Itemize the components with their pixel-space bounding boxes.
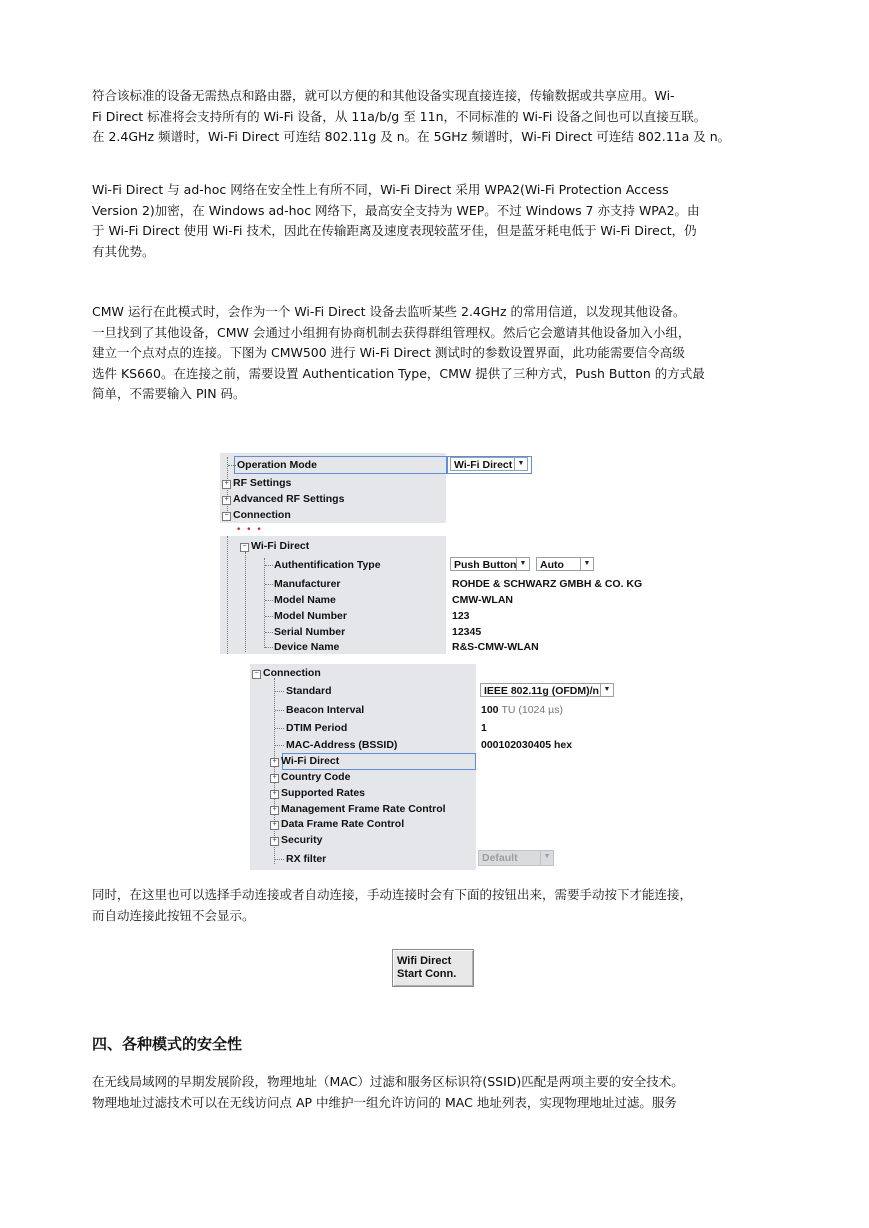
expand-icon[interactable]: + [270, 774, 279, 783]
mac-address-value[interactable]: 000102030405 [481, 739, 552, 751]
button-line-1: Wifi Direct [397, 955, 452, 967]
button-line-2: Start Conn. [397, 968, 457, 980]
beacon-interval-row[interactable] [250, 702, 616, 718]
serial-number-row [220, 624, 648, 640]
beacon-interval-unit: TU (1024 µs) [501, 704, 563, 716]
expand-icon[interactable]: + [270, 790, 279, 799]
beacon-interval-label: Beacon Interval [286, 704, 365, 716]
rx-filter-row[interactable] [250, 851, 616, 867]
dtim-period-row[interactable] [250, 720, 616, 736]
manufacturer-row [220, 576, 648, 592]
text-line: 物理地址过滤技术可以在无线访问点 AP 中维护一组允许访问的 MAC 地址列表，实现物理地址过滤。服务 [92, 1094, 677, 1110]
paragraph-5 [92, 1072, 792, 1113]
model-number-row [220, 608, 648, 624]
chevron-down-icon: ▼ [580, 558, 593, 570]
standard-value: IEEE 802.11g (OFDM)/n [484, 685, 599, 697]
device-name-value: R&S-CMW-WLAN [452, 641, 539, 653]
wifi-direct-node[interactable] [250, 753, 616, 769]
wifi-direct-settings-bottom-panel [220, 536, 648, 654]
device-name-label: Device Name [274, 641, 340, 653]
country-code-node[interactable] [250, 769, 616, 785]
collapse-icon[interactable]: − [222, 512, 231, 521]
text-line: Version 2)加密，在 Windows ad-hoc 网络下，最高安全支持为 WEP。不过 Windows 7 亦支持 WPA2。由 [92, 202, 700, 218]
standard-dropdown[interactable] [480, 683, 614, 697]
rf-settings-label: RF Settings [233, 477, 292, 489]
text-line: 有其优势。 [92, 243, 155, 259]
manufacturer-value: ROHDE & SCHWARZ GMBH & CO. KG [452, 578, 643, 590]
operation-mode-value: Wi-Fi Direct [454, 459, 513, 471]
expand-icon[interactable]: + [270, 821, 279, 830]
text-line: 简单，不需要输入 PIN 码。 [92, 386, 246, 401]
paragraph-4 [92, 885, 792, 926]
mac-address-row[interactable] [250, 737, 616, 753]
manufacturer-label: Manufacturer [274, 578, 341, 590]
advanced-rf-settings-label: Advanced RF Settings [233, 493, 345, 505]
wifi-direct-label: Wi-Fi Direct [281, 755, 340, 767]
mgmt-frame-rate-label: Management Frame Rate Control [281, 803, 446, 815]
chevron-down-icon: ▼ [516, 558, 529, 570]
auth-type-dropdown[interactable] [450, 557, 530, 571]
expand-icon[interactable]: + [270, 758, 279, 767]
data-frame-rate-label: Data Frame Rate Control [281, 818, 405, 830]
mgmt-frame-rate-node[interactable] [250, 801, 616, 817]
chevron-down-icon: ▼ [514, 458, 527, 470]
model-name-value: CMW-WLAN [452, 594, 514, 606]
expand-icon[interactable]: + [222, 480, 231, 489]
serial-number-value: 12345 [452, 626, 482, 638]
text-line: Fi Direct 标准将会支持所有的 Wi-Fi 设备，从 11a/b/g 至 11n，不同标准的 Wi-Fi 设备之间也可以直接互联。 [92, 108, 707, 124]
connection-node[interactable] [250, 665, 616, 681]
expand-icon[interactable]: + [270, 806, 279, 815]
wifi-direct-start-conn-button[interactable] [392, 949, 474, 987]
chevron-down-icon: ▼ [540, 851, 553, 865]
wifi-direct-settings-top-panel [220, 453, 648, 523]
rx-filter-dropdown[interactable] [478, 850, 554, 866]
text-line: 在无线局域网的早期发展阶段，物理地址（MAC）过滤和服务区标识符(SSID)匹配是两项主要的安全技术。 [92, 1074, 684, 1089]
rx-filter-value: Default [482, 852, 518, 864]
beacon-interval-value[interactable]: 100 [481, 704, 499, 716]
text-line: 于 Wi-Fi Direct 使用 Wi-Fi 技术，因此在传输距离及速度表现较蓝牙佳，但是蓝牙耗电低于 Wi-Fi Direct，仍 [92, 223, 697, 238]
paragraph-1 [92, 86, 792, 148]
security-label: Security [281, 834, 323, 846]
serial-number-label: Serial Number [274, 626, 346, 638]
dtim-period-value[interactable]: 1 [481, 722, 487, 734]
operation-mode-label: Operation Mode [237, 459, 317, 471]
standard-row[interactable] [250, 683, 616, 699]
connection-label: Connection [233, 509, 291, 521]
supported-rates-node[interactable] [250, 785, 616, 801]
text-line: 选件 KS660。在连接之前，需要设置 Authentication Type，CMW 提供了三种方式，Push Button 的方式最 [92, 365, 705, 381]
collapse-icon[interactable]: − [252, 670, 261, 679]
text-line: 一旦找到了其他设备，CMW 会通过小组拥有协商机制去获得群组管理权。然后它会邀请其他设备加入小组， [92, 324, 691, 340]
connect-mode-value: Auto [540, 559, 564, 571]
collapse-icon[interactable]: − [240, 543, 249, 552]
auth-type-value: Push Button [454, 559, 517, 571]
wifi-direct-node[interactable] [220, 538, 648, 554]
connection-label: Connection [263, 667, 321, 679]
connection-settings-panel [250, 664, 616, 870]
connect-mode-dropdown[interactable] [536, 557, 594, 571]
text-line: 同时，在这里也可以选择手动连接或者自动连接，手动连接时会有下面的按钮出来，需要手动按下才能连接， [92, 887, 693, 902]
text-line: CMW 运行在此模式时，会作为一个 Wi-Fi Direct 设备去监听某些 2.4GHz 的常用信道，以发现其他设备。 [92, 304, 686, 319]
section-heading: 四、各种模式的安全性 [92, 1035, 243, 1053]
security-node[interactable] [250, 832, 616, 848]
auth-type-label: Authentification Type [274, 559, 381, 571]
country-code-label: Country Code [281, 771, 351, 783]
wifi-direct-label: Wi-Fi Direct [251, 540, 310, 552]
operation-mode-dropdown[interactable] [450, 457, 528, 471]
model-number-label: Model Number [274, 610, 347, 622]
rx-filter-label: RX filter [286, 853, 327, 865]
advanced-rf-settings-row[interactable] [220, 491, 648, 507]
text-line: 而自动连接此按钮不会显示。 [92, 907, 255, 923]
paragraph-2 [92, 180, 792, 262]
expand-icon[interactable]: + [270, 837, 279, 846]
data-frame-rate-node[interactable] [250, 816, 616, 832]
paragraph-3 [92, 302, 792, 405]
device-name-row [220, 639, 648, 655]
text-line: 在 2.4GHz 频谱时，Wi-Fi Direct 可连结 802.11g 及 n。在 5GHz 频谱时，Wi-Fi Direct 可连结 802.11a 及 n。 [92, 129, 731, 144]
ellipsis-separator: • • • [236, 525, 263, 535]
model-name-row [220, 592, 648, 608]
chevron-down-icon: ▼ [600, 684, 613, 696]
text-line: Wi-Fi Direct 与 ad-hoc 网络在安全性上有所不同，Wi-Fi Direct 采用 WPA2(Wi-Fi Protection Access [92, 182, 669, 197]
model-number-value: 123 [452, 610, 470, 622]
text-line: 符合该标准的设备无需热点和路由器，就可以方便的和其他设备实现直接连接，传输数据或共享应用。Wi- [92, 88, 675, 103]
connection-row[interactable] [220, 507, 648, 523]
standard-label: Standard [286, 685, 332, 697]
mac-address-label: MAC-Address (BSSID) [286, 739, 398, 751]
dtim-period-label: DTIM Period [286, 722, 348, 734]
expand-icon[interactable]: + [222, 496, 231, 505]
rf-settings-row[interactable] [220, 475, 648, 491]
model-name-label: Model Name [274, 594, 336, 606]
supported-rates-label: Supported Rates [281, 787, 366, 799]
text-line: 建立一个点对点的连接。下图为 CMW500 进行 Wi-Fi Direct 测试时的参数设置界面，此功能需要信令高级 [92, 345, 685, 360]
mac-address-unit: hex [554, 739, 573, 751]
operation-mode-row[interactable] [220, 457, 648, 473]
auth-type-row[interactable] [220, 557, 648, 573]
